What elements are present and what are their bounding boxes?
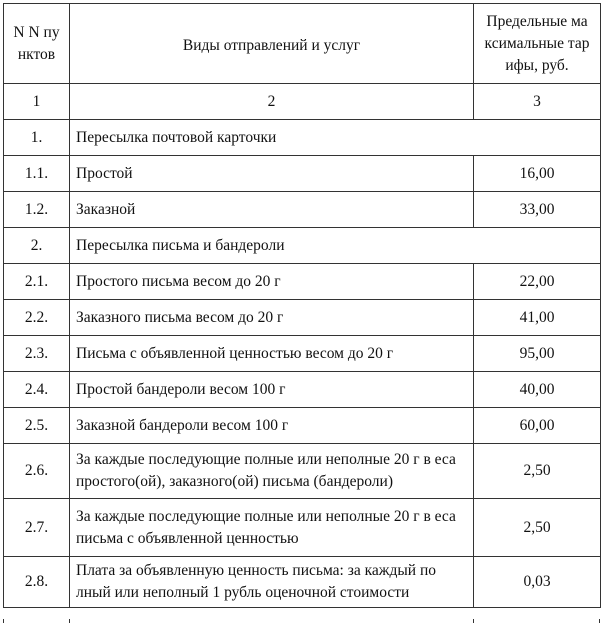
column-number-3: 3 (474, 84, 601, 120)
row-number: 2.8. (4, 557, 70, 608)
column-number-2: 2 (70, 84, 474, 120)
row-service: Заказной бандероли весом 100 г (70, 408, 474, 444)
row-service: Заказного письма весом до 20 г (70, 300, 474, 336)
row-service: Простой бандероли весом 100 г (70, 372, 474, 408)
row-tariff: 0,03 (474, 557, 601, 608)
column-number-row (4, 84, 601, 120)
row-number: 1.2. (4, 192, 70, 228)
table-row (4, 444, 601, 499)
row-number: 2.2. (4, 300, 70, 336)
row-service: Простого письма весом до 20 г (70, 264, 474, 300)
row-service: За каждые последующие полные или неполные 20 г в еса простого(ой), заказного(ой) письма (бандероли) (70, 444, 474, 499)
row-tariff: 40,00 (474, 372, 601, 408)
row-service: Письма с объявленной ценностью весом до 20 г (70, 336, 474, 372)
table-row (4, 372, 601, 408)
row-tariff: 16,00 (474, 156, 601, 192)
row-service: За каждые последующие полные или неполные 20 г в еса письма с объявленной ценностью (70, 499, 474, 557)
row-number: 2.6. (4, 444, 70, 499)
row-tariff: 60,00 (474, 408, 601, 444)
table-row (4, 336, 601, 372)
section-row (4, 228, 601, 264)
row-number: 2.4. (4, 372, 70, 408)
tariffs-table (3, 3, 601, 608)
row-tariff: 33,00 (474, 192, 601, 228)
row-number: 1. (4, 120, 70, 156)
row-tariff: 2,50 (474, 499, 601, 557)
table-row (4, 192, 601, 228)
row-number: 2.3. (4, 336, 70, 372)
row-service: Плата за объявленную ценность письма: за каждый по лный или неполный 1 рубль оценочной стоимости (70, 557, 474, 608)
row-number: 2.1. (4, 264, 70, 300)
section-title: Пересылка почтовой карточки (70, 120, 601, 156)
row-number: 1.1. (4, 156, 70, 192)
table-row (4, 300, 601, 336)
table-continuation (3, 619, 600, 623)
row-tariff: 95,00 (474, 336, 601, 372)
column-number-1: 1 (4, 84, 70, 120)
section-row (4, 120, 601, 156)
row-tariff: 41,00 (474, 300, 601, 336)
header-cell-number: N N пу нктов (4, 4, 70, 84)
row-service: Заказной (70, 192, 474, 228)
row-number: 2. (4, 228, 70, 264)
header-cell-services: Виды отправлений и услуг (70, 4, 474, 84)
table-row (4, 264, 601, 300)
header-cell-tariff: Предельные ма ксимальные тар ифы, руб. (474, 4, 601, 84)
row-number: 2.7. (4, 499, 70, 557)
section-title: Пересылка письма и бандероли (70, 228, 601, 264)
table-row (4, 156, 601, 192)
table-row (4, 557, 601, 608)
row-number: 2.5. (4, 408, 70, 444)
row-service: Простой (70, 156, 474, 192)
table-row (4, 499, 601, 557)
row-tariff: 22,00 (474, 264, 601, 300)
header-row (4, 4, 601, 84)
row-tariff: 2,50 (474, 444, 601, 499)
table-row (4, 408, 601, 444)
